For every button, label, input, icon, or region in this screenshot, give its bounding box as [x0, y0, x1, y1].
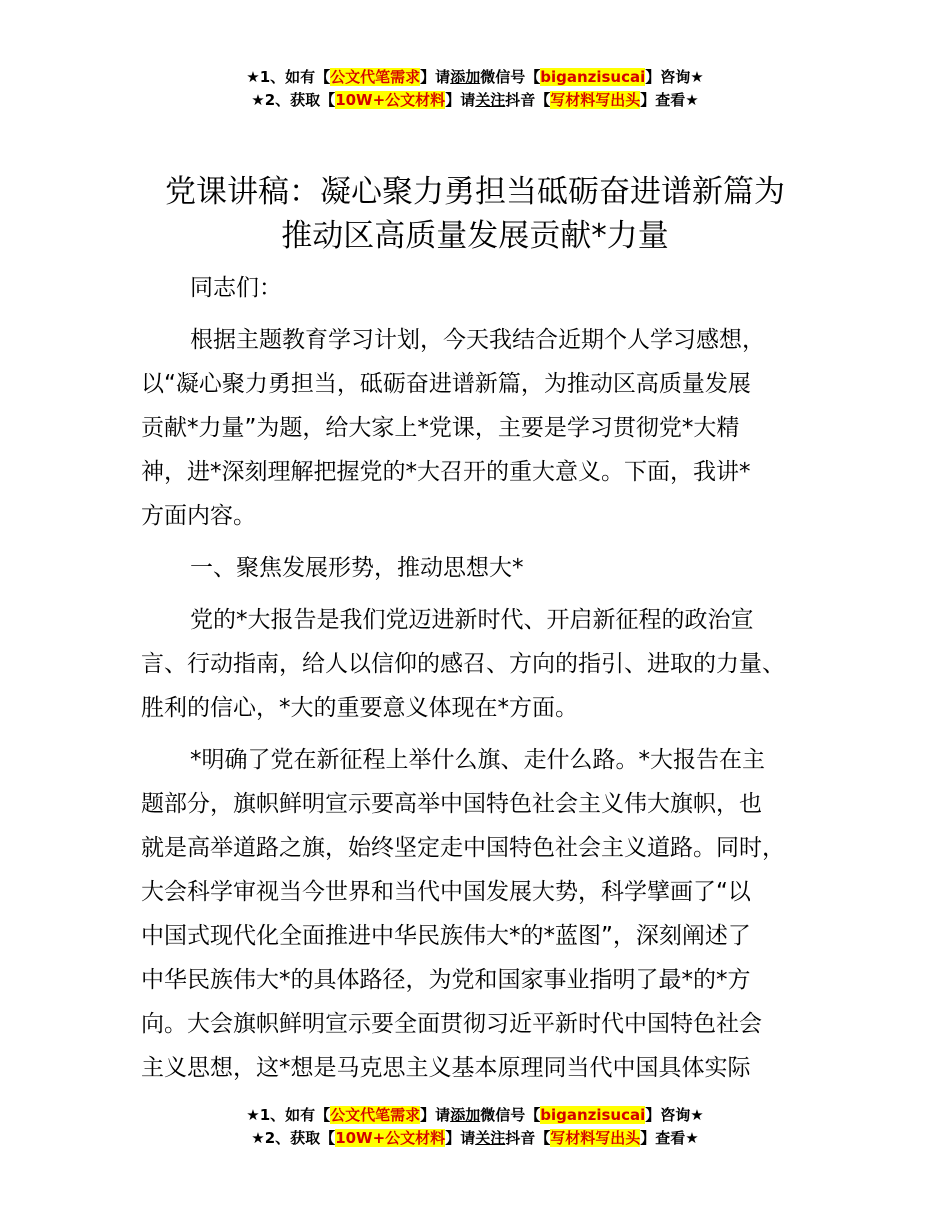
footer-line-2: ★2、获取【10W+公文材料】请关注抖音【写材料写出头】查看★ — [251, 1129, 699, 1147]
title-line-2: 推动区高质量发展贡献*力量 — [281, 218, 669, 254]
title-line-1: 党课讲稿：凝心聚力勇担当砥砺奋进谱新篇为 — [165, 174, 785, 210]
paragraph-1: 根据主题教育学习计划，今天我结合近期个人学习感想， 以“凝心聚力勇担当，砥砺奋进谱新篇，为推动区高质量发展 贡献*力量”为题，给大家上*党课，主要是学习贯彻党*大精 神，进*深刻理解把握党的*大召开的重大意义。下面，我讲* 方面内容。 — [141, 327, 765, 529]
paragraph-3: *明确了党在新征程上举什么旗、走什么路。*大报告在主 题部分，旗帜鲜明宣示要高举中国特色社会主义伟大旗帜，也 就是高举道路之旗，始终坚定走中国特色社会主义道路。同时， 大会科学审视当今世界和当代中国发展大势，科学擘画了“以 中国式现代化全面推进中华民族伟大*的*蓝图”，深刻阐述了 中华民族伟大*的具体路径，为党和国家事业指明了最*的*方 向。大会旗帜鲜明宣示要全面贯彻习近平新时代中国特色社会 主义思想，这*想是马克思主义基本原理同当代中国具体实际 — [141, 747, 785, 1081]
highlight-wechat-id: biganzisucai — [540, 68, 646, 86]
highlight-douyin-name: 写材料写出头 — [550, 91, 641, 109]
banner-line-2: ★2、获取【10W+公文材料】请关注抖音【写材料写出头】查看★ — [251, 91, 699, 109]
highlight-materials: 10W+公文材料 — [335, 91, 446, 109]
footer-line-1: ★1、如有【公文代笔需求】请添加微信号【biganzisucai】咨询★ — [246, 1106, 704, 1124]
highlight-service: 公文代笔需求 — [330, 68, 421, 86]
footer-banner — [0, 1104, 950, 1150]
document-body — [141, 266, 831, 1090]
paragraph-2: 党的*大报告是我们党迈进新时代、开启新征程的政治宣 言、行动指南，给人以信仰的感召、方向的指引、进取的力量、 胜利的信心，*大的重要意义体现在*方面。 — [141, 607, 785, 721]
banner-line-1: ★1、如有【公文代笔需求】请添加微信号【biganzisucai】咨询★ — [246, 68, 704, 86]
salutation: 同志们： — [190, 275, 282, 301]
header-banner — [0, 66, 950, 112]
document-title — [0, 170, 950, 258]
section-heading-1: 一、聚焦发展形势，推动思想大* — [190, 555, 524, 581]
